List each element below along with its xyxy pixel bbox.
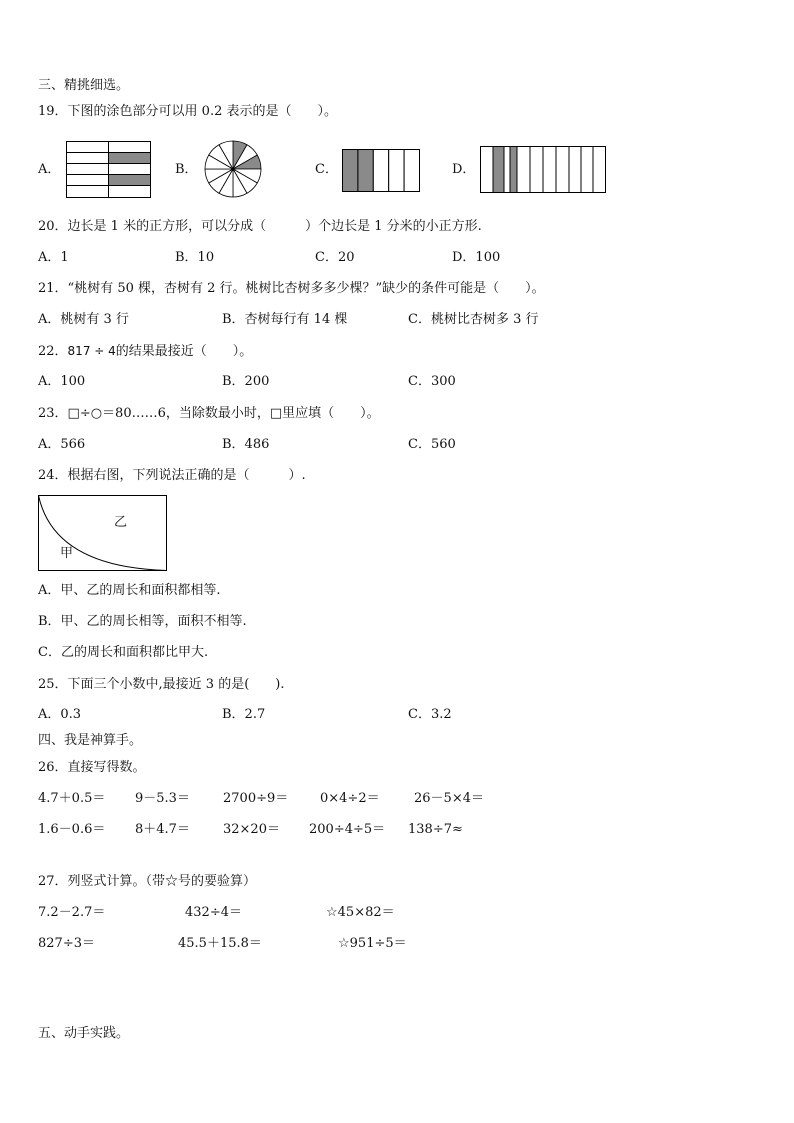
q20-option-a: A．1 <box>38 250 69 265</box>
q22-expression: 817 ÷ 4 <box>67 344 116 358</box>
q25-option-a: A．0.3 <box>38 707 82 722</box>
q23-option-b: B．486 <box>222 437 270 452</box>
q20-option-d: D．100 <box>452 250 501 265</box>
q24-option-c: C．乙的周长和面积都比甲大. <box>38 645 209 660</box>
q19-figure-d <box>480 146 607 194</box>
q27-item-4: 827÷3＝ <box>38 936 95 951</box>
q19-option-b-label: B． <box>175 162 198 177</box>
q26-item-4: 0×4÷2＝ <box>320 791 380 806</box>
q20-option-b: B．10 <box>175 250 215 265</box>
q21-option-a: A．桃树有 3 行 <box>38 312 129 327</box>
q21-option-c: C．桃树比杏树多 3 行 <box>408 312 539 327</box>
q23-option-a: A．566 <box>38 437 86 452</box>
q26-item-8: 32×20＝ <box>223 822 280 837</box>
q19-option-c-label: C． <box>315 162 338 177</box>
q26-item-10: 138÷7≈ <box>408 822 463 837</box>
q27-stem: 27．列竖式计算。（带☆号的要验算） <box>38 874 257 889</box>
q24-region-b-label: 乙 <box>114 515 128 530</box>
q25-option-b: B．2.7 <box>222 707 266 722</box>
q23-stem: 23．□÷○＝80……6，当除数最小时，□里应填（ ）。 <box>38 406 380 421</box>
section-4-title: 四、我是神算手。 <box>38 733 143 748</box>
q21-option-b: B．杏树每行有 14 棵 <box>222 312 348 327</box>
q26-item-2: 9－5.3＝ <box>135 791 190 806</box>
q24-option-a: A．甲、乙的周长和面积都相等. <box>38 583 221 598</box>
q24-option-b: B．甲、乙的周长相等，面积不相等. <box>38 614 247 629</box>
q22-number: 22． <box>38 344 68 359</box>
q26-item-9: 200÷4÷5＝ <box>309 822 386 837</box>
q26-item-7: 8＋4.7＝ <box>135 822 190 837</box>
q23-option-c: C．560 <box>408 437 456 452</box>
q24-stem: 24．根据右图，下列说法正确的是（ ）. <box>38 468 306 483</box>
q19-option-d-label: D． <box>452 162 476 177</box>
q26-item-6: 1.6－0.6＝ <box>38 822 106 837</box>
q20-stem: 20．边长是 1 米的正方形，可以分成（ ）个边长是 1 分米的小正方形. <box>38 219 482 234</box>
section-3-title: 三、精挑细选。 <box>38 78 130 93</box>
q20-option-c: C．20 <box>315 250 355 265</box>
q25-stem: 25．下面三个小数中,最接近 3 的是( ). <box>38 677 285 692</box>
q19-figure-b <box>203 139 263 199</box>
q27-item-2: 432÷4＝ <box>185 905 242 920</box>
q24-region-a-label: 甲 <box>60 546 74 561</box>
q27-item-6: ☆951÷5＝ <box>338 936 407 951</box>
q24-figure <box>38 495 168 572</box>
q25-option-c: C．3.2 <box>408 707 452 722</box>
q22-option-a: A．100 <box>38 374 86 389</box>
q26-item-3: 2700÷9＝ <box>223 791 289 806</box>
q27-item-5: 45.5＋15.8＝ <box>178 936 262 951</box>
q19-figure-a <box>66 141 152 199</box>
q22-option-c: C．300 <box>408 374 456 389</box>
q19-figure-c <box>342 149 422 193</box>
section-5-title: 五、动手实践。 <box>38 1026 130 1041</box>
q19-stem: 19．下图的涂色部分可以用 0.2 表示的是（ ）。 <box>38 104 337 119</box>
q27-item-1: 7.2－2.7＝ <box>38 905 106 920</box>
q22-stem <box>38 343 252 360</box>
q26-stem: 26．直接写得数。 <box>38 760 146 775</box>
q21-stem: 21．“桃树有 50 棵，杏树有 2 行。桃树比杏树多多少棵？”缺少的条件可能是（ ）。 <box>38 281 545 296</box>
q26-item-1: 4.7＋0.5＝ <box>38 791 106 806</box>
q22-stem-rest: 的结果最接近（ ）。 <box>115 344 253 359</box>
q22-option-b: B．200 <box>222 374 270 389</box>
q19-option-a-label: A． <box>38 162 61 177</box>
q27-item-3: ☆45×82＝ <box>326 905 395 920</box>
q26-item-5: 26－5×4＝ <box>414 791 484 806</box>
